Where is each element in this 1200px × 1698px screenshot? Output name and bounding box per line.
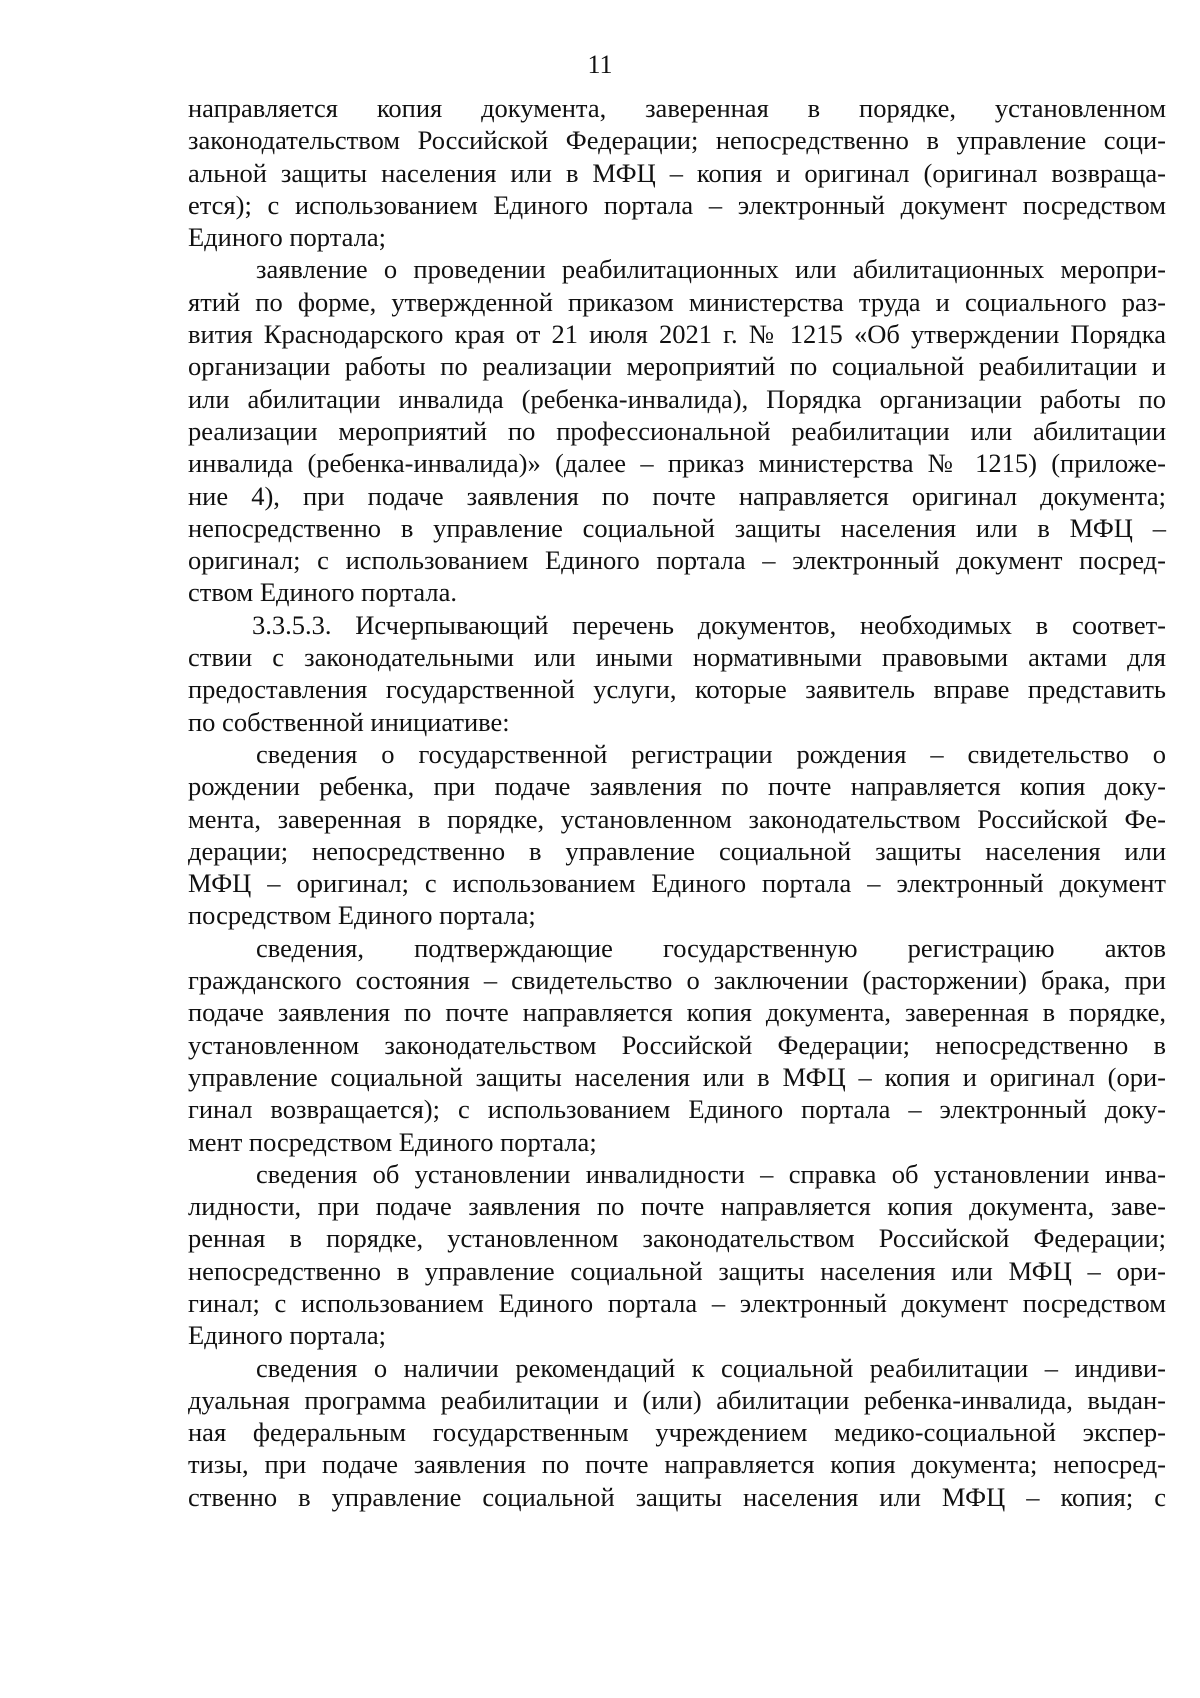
- text-line: сведения о государственной регистрации рождения – свидетельство о: [256, 738, 1166, 769]
- text-line: реализации мероприятий по профессиональной реабилитации или абилитации: [188, 415, 1166, 446]
- text-line: Единого портала;: [188, 1320, 386, 1351]
- page-number: 11: [587, 50, 613, 79]
- text-line: ренная в порядке, установленном законодательством Российской Федерации;: [188, 1223, 1166, 1254]
- text-line: организации работы по реализации мероприятий по социальной реабилитации и: [188, 351, 1166, 382]
- text-line: установленном законодательством Российской Федерации; непосредственно в: [188, 1029, 1166, 1060]
- text-line: направляется копия документа, заверенная в порядке, установленном: [188, 93, 1166, 123]
- text-line: МФЦ – оригинал; с использованием Единого портала – электронный документ: [188, 868, 1166, 899]
- text-line: альной защиты населения или в МФЦ – копия и оригинал (оригинал возвраща-: [188, 157, 1166, 188]
- text-line: 3.3.5.3. Исчерпывающий перечень документов, необходимых в соответ-: [252, 609, 1166, 640]
- text-line: сведения о наличии рекомендаций к социальной реабилитации – индиви-: [256, 1352, 1166, 1383]
- text-line: гинал; с использованием Единого портала – электронный документ посредством: [188, 1287, 1166, 1318]
- text-line: лидности, при подаче заявления по почте направляется копия документа, заве-: [188, 1191, 1166, 1222]
- text-line: тизы, при подаче заявления по почте направляется копия документа; непосред-: [188, 1449, 1166, 1480]
- paragraph-civil-status: [188, 932, 1166, 1158]
- text-line: посредством Единого портала;: [188, 900, 536, 931]
- text-line: предоставления государственной услуги, которые заявитель вправе представить: [188, 674, 1166, 705]
- paragraph-section-3-3-5-3: [188, 609, 1166, 738]
- text-line: рождении ребенка, при подаче заявления по почте направляется копия доку-: [188, 771, 1166, 802]
- text-line: сведения, подтверждающие государственную регистрацию актов: [256, 932, 1166, 963]
- text-line: ственно в управление социальной защиты населения или МФЦ – копия; с: [188, 1481, 1166, 1512]
- text-line: подаче заявления по почте направляется копия документа, заверенная в порядке,: [188, 997, 1166, 1028]
- text-line: дуальная программа реабилитации и (или) абилитации ребенка-инвалида, выдан-: [188, 1384, 1166, 1415]
- text-line: оригинал; с использованием Единого портала – электронный документ посред-: [188, 545, 1166, 576]
- text-line: дерации; непосредственно в управление социальной защиты населения или: [188, 835, 1166, 866]
- text-line: ятий по форме, утвержденной приказом министерства труда и социального раз-: [188, 286, 1166, 317]
- text-line: гинал возвращается); с использованием Единого портала – электронный доку-: [188, 1094, 1166, 1125]
- document-body: [188, 92, 1166, 1513]
- paragraph-continuation: [188, 92, 1166, 253]
- text-line: Единого портала;: [188, 222, 386, 253]
- paragraph-application-form: [188, 253, 1166, 608]
- text-line: законодательством Российской Федерации; непосредственно в управление соци-: [188, 125, 1166, 156]
- paragraph-birth-registration: [188, 738, 1166, 932]
- text-line: ние 4), при подаче заявления по почте направляется оригинал документа;: [188, 480, 1166, 511]
- text-line: ная федеральным государственным учреждением медико-социальной экспер-: [188, 1417, 1166, 1448]
- text-line: сведения об установлении инвалидности – справка об установлении инва-: [256, 1158, 1166, 1189]
- paragraph-rehabilitation-recommendations: [188, 1352, 1166, 1513]
- text-line: ствии с законодательными или иными нормативными правовыми актами для: [188, 642, 1166, 673]
- text-line: по собственной инициативе:: [188, 706, 510, 737]
- text-line: непосредственно в управление социальной защиты населения или МФЦ – ори-: [188, 1255, 1166, 1286]
- text-line: мента, заверенная в порядке, установленном законодательством Российской Фе-: [188, 803, 1166, 834]
- text-line: или абилитации инвалида (ребенка-инвалида), Порядка организации работы по: [188, 383, 1166, 414]
- text-line: вития Краснодарского края от 21 июля 2021 г. № 1215 «Об утверждении Порядка: [188, 319, 1166, 350]
- text-line: ется); с использованием Единого портала – электронный документ посредством: [188, 189, 1166, 220]
- text-line: непосредственно в управление социальной защиты населения или в МФЦ –: [188, 512, 1166, 543]
- text-line: управление социальной защиты населения или в МФЦ – копия и оригинал (ори-: [188, 1061, 1166, 1092]
- text-line: инвалида (ребенка-инвалида)» (далее – приказ министерства № 1215) (приложе-: [188, 448, 1166, 479]
- text-line: гражданского состояния – свидетельство о заключении (расторжении) брака, при: [188, 965, 1166, 996]
- text-line: мент посредством Единого портала;: [188, 1126, 597, 1157]
- text-line: заявление о проведении реабилитационных или абилитационных меропри-: [256, 254, 1166, 285]
- text-line: ством Единого портала.: [188, 577, 458, 608]
- paragraph-disability-certificate: [188, 1158, 1166, 1352]
